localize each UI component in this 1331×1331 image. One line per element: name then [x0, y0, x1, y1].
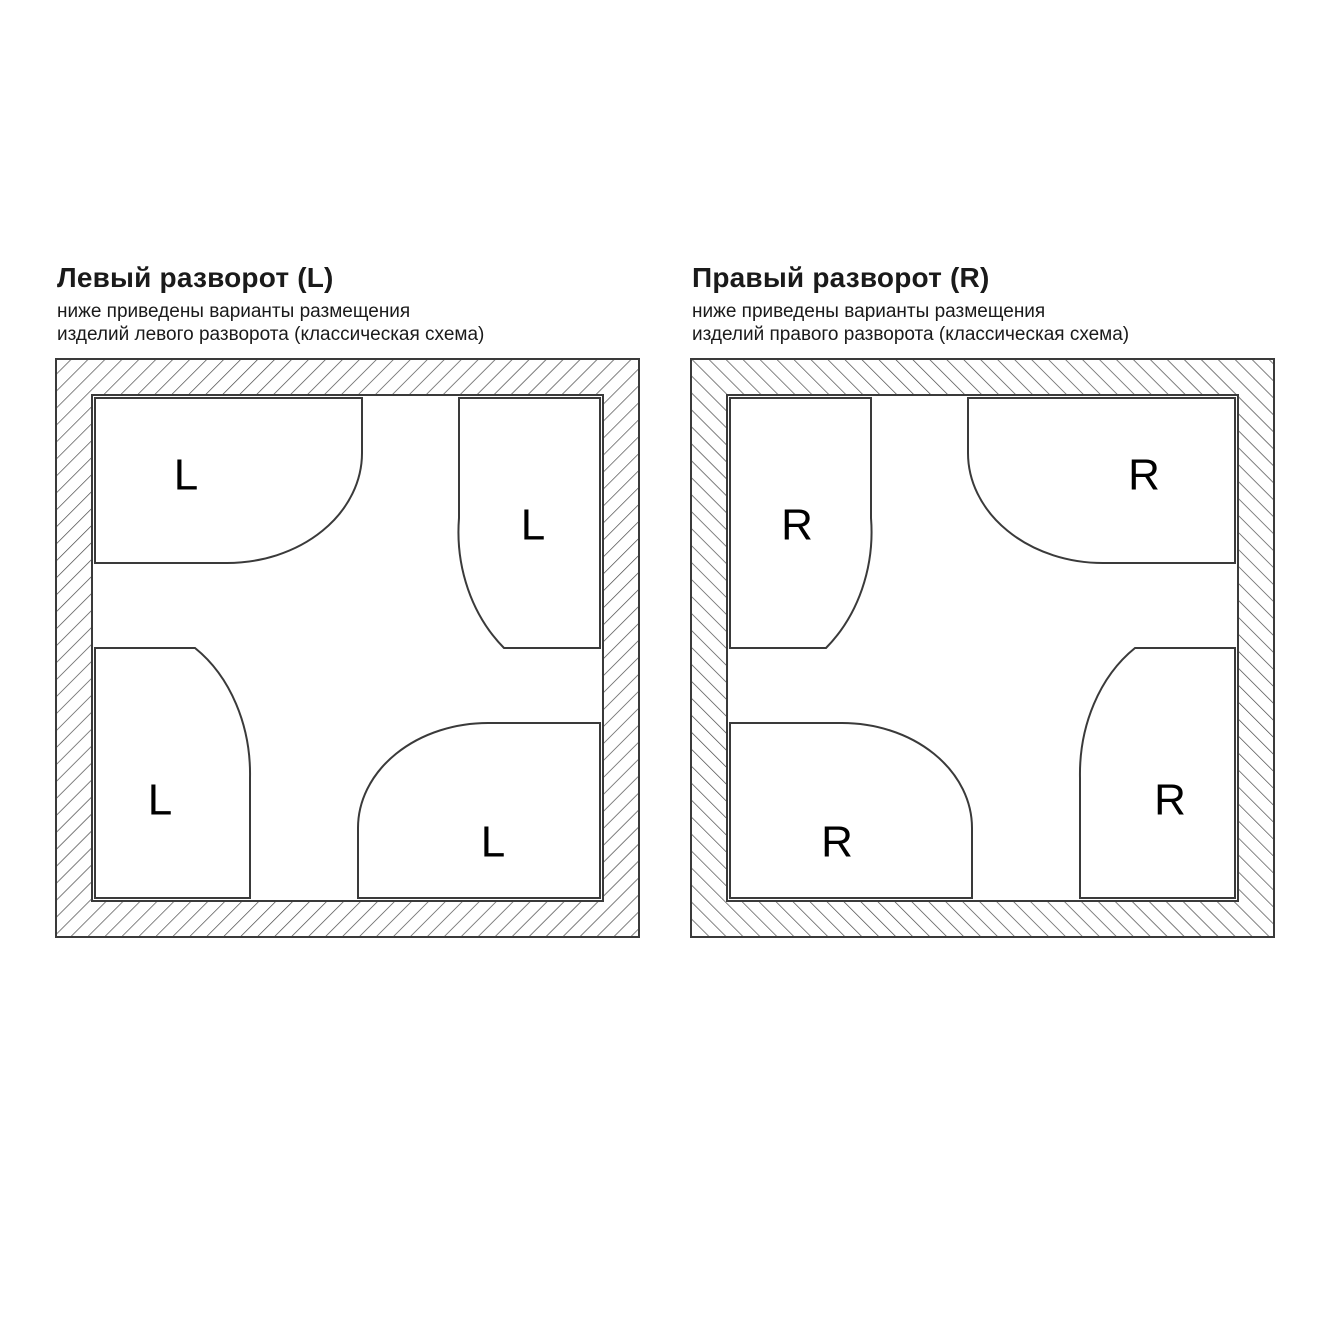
unit-label: L [480, 817, 506, 867]
panel-right-subtitle-line1: ниже приведены варианты размещения [692, 301, 1046, 322]
room-plan-left-svg [55, 358, 640, 938]
panel-right-subtitle [692, 300, 1275, 346]
panel-left-subtitle-line2: изделий левого разворота (классическая схема) [57, 324, 485, 346]
unit-label: R [1128, 450, 1160, 500]
panel-left-layout [55, 262, 640, 938]
unit-label: R [1154, 775, 1186, 825]
unit-label: L [147, 775, 173, 825]
unit-bottom-left [95, 648, 250, 898]
room-plan-right-svg [690, 358, 1275, 938]
panel-right-layout [690, 262, 1275, 938]
unit-top-left [730, 398, 872, 648]
unit-top-right [458, 398, 600, 648]
panel-left-subtitle [57, 300, 640, 346]
unit-label: L [520, 500, 546, 550]
panel-right-subtitle-line2: изделий правого разворота (классическая схема) [692, 324, 1130, 346]
unit-label: L [173, 450, 199, 500]
unit-label: R [821, 817, 853, 867]
panel-left-subtitle-line1: ниже приведены варианты размещения [57, 301, 411, 322]
unit-bottom-right [1080, 648, 1235, 898]
room-plan-right [690, 358, 1275, 938]
panel-right-title: Правый разворот (R) [692, 262, 990, 293]
unit-label: R [781, 500, 813, 550]
panel-left-title: Левый разворот (L) [57, 262, 334, 293]
room-plan-left [55, 358, 640, 938]
